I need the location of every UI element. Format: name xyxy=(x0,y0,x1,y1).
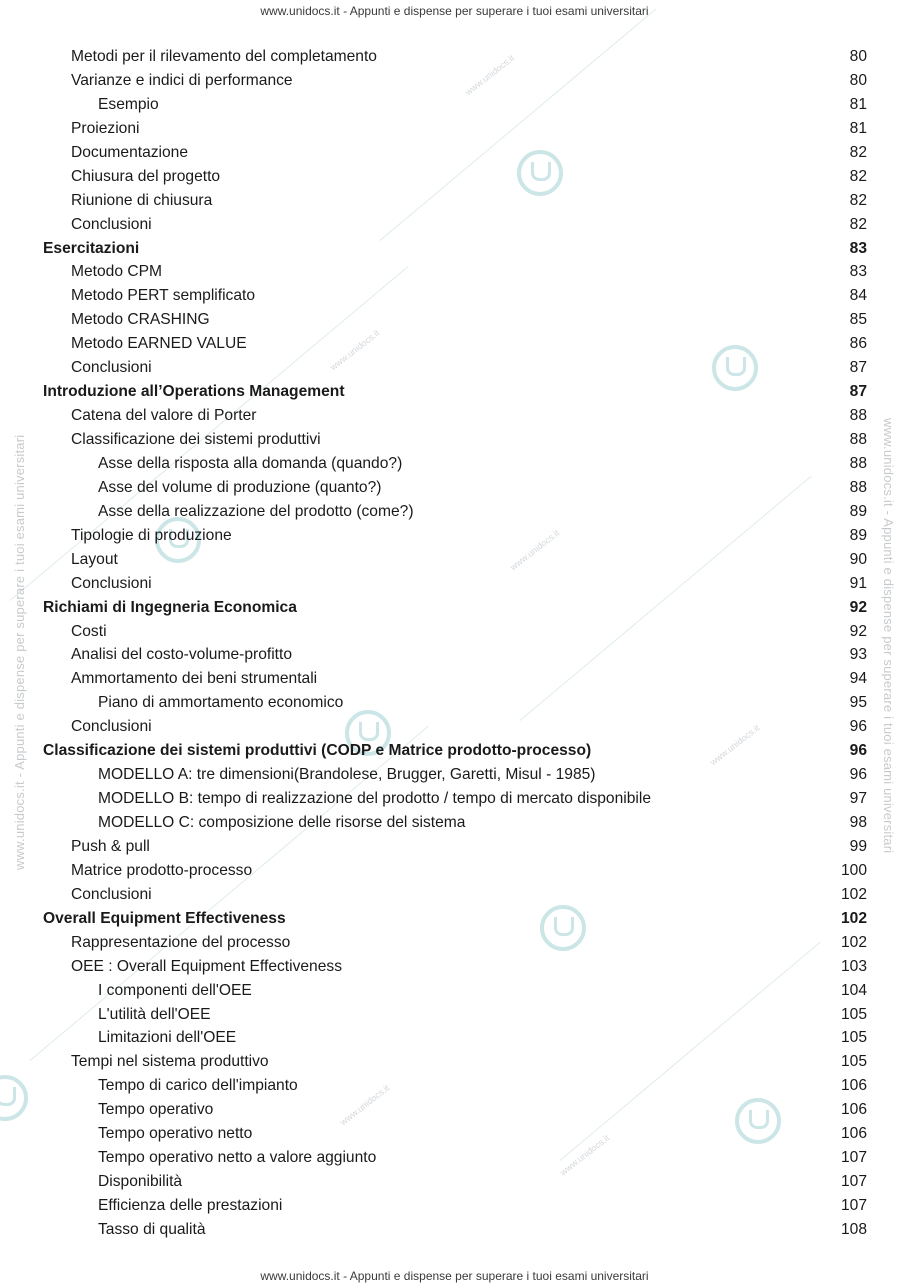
toc-entry-title: Tipologie di produzione xyxy=(71,526,232,544)
toc-section-entry xyxy=(0,428,909,452)
toc-entry-title: Catena del valore di Porter xyxy=(71,407,257,425)
header-banner: www.unidocs.it - Appunti e dispense per superare i tuoi esami universitari xyxy=(260,4,649,18)
toc-entry-page-number: 96 xyxy=(849,766,867,784)
footer-banner: www.unidocs.it - Appunti e dispense per superare i tuoi esami universitari xyxy=(260,1269,649,1283)
toc-entry-title: Documentazione xyxy=(71,143,189,161)
toc-chapter-entry xyxy=(0,596,909,620)
toc-entry-title: Conclusioni xyxy=(71,359,152,377)
toc-entry-page-number: 106 xyxy=(840,1101,867,1119)
toc-section-entry xyxy=(0,667,909,691)
toc-section-entry xyxy=(0,811,909,835)
toc-entry-page-number: 93 xyxy=(849,646,867,664)
toc-section-entry xyxy=(0,141,909,165)
toc-entry-page-number: 104 xyxy=(840,981,867,999)
toc-entry-title: Overall Equipment Effectiveness xyxy=(43,909,286,927)
toc-section-entry xyxy=(0,332,909,356)
toc-entry-page-number: 82 xyxy=(849,167,867,185)
table-of-contents xyxy=(0,45,909,1242)
toc-entry-page-number: 97 xyxy=(849,790,867,808)
toc-section-entry xyxy=(0,93,909,117)
toc-entry-page-number: 88 xyxy=(849,478,867,496)
toc-section-entry xyxy=(0,189,909,213)
toc-section-entry xyxy=(0,955,909,979)
toc-entry-page-number: 105 xyxy=(840,1053,867,1071)
toc-entry-page-number: 99 xyxy=(849,837,867,855)
toc-entry-page-number: 88 xyxy=(849,407,867,425)
toc-entry-title: Push & pull xyxy=(71,837,150,855)
toc-entry-page-number: 82 xyxy=(849,191,867,209)
toc-section-entry xyxy=(0,500,909,524)
side-watermark-right: www.unidocs.it - Appunti e dispense per superare i tuoi esami universitari xyxy=(881,418,896,854)
toc-entry-title: Conclusioni xyxy=(71,718,152,736)
toc-entry-title: Tempo operativo xyxy=(98,1101,214,1119)
toc-entry-title: Introduzione all’Operations Management xyxy=(43,383,345,401)
toc-section-entry xyxy=(0,1122,909,1146)
watermark-site-text: www.unidocs.it xyxy=(508,527,562,573)
toc-entry-title: Varianze e indici di performance xyxy=(71,71,293,89)
toc-entry-page-number: 88 xyxy=(849,431,867,448)
toc-entry-page-number: 89 xyxy=(849,526,867,544)
toc-section-entry xyxy=(0,859,909,883)
toc-entry-page-number: 80 xyxy=(849,71,867,89)
toc-section-entry xyxy=(0,452,909,476)
toc-section-entry xyxy=(0,1146,909,1170)
toc-entry-page-number: 105 xyxy=(840,1029,867,1047)
toc-section-entry xyxy=(0,691,909,715)
toc-section-entry xyxy=(0,643,909,667)
toc-entry-title: Asse della realizzazione del prodotto (come?) xyxy=(98,502,414,520)
toc-entry-title: Metodo PERT semplificato xyxy=(71,287,256,305)
toc-entry-page-number: 87 xyxy=(849,359,867,377)
toc-section-entry xyxy=(0,69,909,93)
toc-section-entry xyxy=(0,308,909,332)
toc-section-entry xyxy=(0,1170,909,1194)
toc-entry-title: Conclusioni xyxy=(71,215,152,233)
toc-section-entry xyxy=(0,356,909,380)
toc-entry-page-number: 92 xyxy=(849,622,867,640)
toc-section-entry xyxy=(0,213,909,237)
toc-section-entry xyxy=(0,1098,909,1122)
toc-entry-page-number: 106 xyxy=(840,1077,867,1095)
toc-chapter-entry xyxy=(0,380,909,404)
toc-entry-title: Limitazioni dell'OEE xyxy=(98,1029,237,1047)
toc-entry-title: Esempio xyxy=(98,95,159,113)
toc-entry-page-number: 82 xyxy=(849,215,867,233)
toc-chapter-entry xyxy=(0,907,909,931)
toc-entry-title: OEE : Overall Equipment Effectiveness xyxy=(71,957,342,975)
toc-entry-title: Classificazione dei sistemi produttivi (CODP e Matrice prodotto-processo) xyxy=(43,742,592,760)
toc-section-entry xyxy=(0,835,909,859)
toc-entry-title: Tasso di qualità xyxy=(98,1220,206,1238)
toc-entry-page-number: 83 xyxy=(849,263,867,281)
toc-section-entry xyxy=(0,572,909,596)
toc-entry-page-number: 102 xyxy=(840,909,867,927)
toc-section-entry xyxy=(0,1074,909,1098)
toc-entry-title: Rappresentazione del processo xyxy=(71,933,291,951)
toc-entry-title: Ammortamento dei beni strumentali xyxy=(71,670,318,688)
toc-entry-page-number: 108 xyxy=(840,1220,867,1238)
toc-entry-page-number: 89 xyxy=(849,502,867,520)
toc-section-entry xyxy=(0,931,909,955)
toc-entry-title: Metodo CRASHING xyxy=(71,311,210,329)
toc-section-entry xyxy=(0,620,909,644)
toc-entry-page-number: 96 xyxy=(849,718,867,736)
toc-entry-page-number: 90 xyxy=(849,550,867,568)
toc-entry-page-number: 95 xyxy=(849,694,867,712)
toc-section-entry xyxy=(0,787,909,811)
toc-section-entry xyxy=(0,1026,909,1050)
toc-entry-title: Layout xyxy=(71,550,118,568)
toc-section-entry xyxy=(0,715,909,739)
toc-entry-page-number: 86 xyxy=(849,335,867,353)
toc-section-entry xyxy=(0,1194,909,1218)
toc-section-entry xyxy=(0,117,909,141)
toc-entry-page-number: 81 xyxy=(849,95,867,113)
toc-entry-title: Proiezioni xyxy=(71,119,140,137)
toc-section-entry xyxy=(0,548,909,572)
toc-section-entry xyxy=(0,476,909,500)
toc-entry-title: Conclusioni xyxy=(71,574,152,592)
toc-entry-title: MODELLO C: composizione delle risorse del sistema xyxy=(98,814,466,831)
toc-entry-title: Piano di ammortamento economico xyxy=(98,694,344,712)
toc-entry-title: Tempo operativo netto xyxy=(98,1125,253,1143)
toc-section-entry xyxy=(0,1003,909,1027)
toc-entry-title: Efficienza delle prestazioni xyxy=(98,1197,283,1214)
toc-entry-page-number: 98 xyxy=(849,814,867,831)
toc-entry-page-number: 84 xyxy=(849,287,867,305)
toc-section-entry xyxy=(0,404,909,428)
toc-entry-title: L'utilità dell'OEE xyxy=(98,1005,211,1023)
toc-entry-title: Tempo di carico dell'impianto xyxy=(98,1077,298,1095)
toc-entry-page-number: 82 xyxy=(849,143,867,161)
toc-section-entry xyxy=(0,260,909,284)
toc-section-entry xyxy=(0,524,909,548)
toc-section-entry xyxy=(0,883,909,907)
toc-entry-title: Asse del volume di produzione (quanto?) xyxy=(98,478,382,496)
toc-chapter-entry xyxy=(0,739,909,763)
toc-section-entry xyxy=(0,763,909,787)
toc-entry-title: Conclusioni xyxy=(71,885,152,903)
toc-entry-page-number: 102 xyxy=(840,885,867,903)
toc-entry-title: Tempo operativo netto a valore aggiunto xyxy=(98,1149,377,1167)
toc-entry-title: Chiusura del progetto xyxy=(71,167,221,185)
toc-entry-page-number: 81 xyxy=(849,119,867,137)
toc-entry-page-number: 105 xyxy=(840,1005,867,1023)
toc-entry-title: Metodo EARNED VALUE xyxy=(71,335,247,353)
watermark-site-text: www.unidocs.it xyxy=(558,1132,612,1178)
toc-entry-page-number: 87 xyxy=(849,383,867,401)
toc-entry-page-number: 107 xyxy=(840,1149,867,1167)
toc-section-entry xyxy=(0,1050,909,1074)
toc-entry-title: Tempi nel sistema produttivo xyxy=(71,1053,269,1071)
toc-entry-title: MODELLO B: tempo di realizzazione del prodotto / tempo di mercato disponibile xyxy=(98,790,651,808)
watermark-site-text: www.unidocs.it xyxy=(708,722,762,768)
toc-entry-page-number: 103 xyxy=(840,957,867,975)
watermark-site-text: www.unidocs.it xyxy=(463,52,517,98)
toc-entry-title: Costi xyxy=(71,622,107,640)
toc-section-entry xyxy=(0,1218,909,1242)
toc-section-entry xyxy=(0,165,909,189)
toc-entry-title: Riunione di chiusura xyxy=(71,191,213,209)
toc-entry-title: Matrice prodotto-processo xyxy=(71,861,253,879)
toc-entry-title: MODELLO A: tre dimensioni(Brandolese, Brugger, Garetti, Misul - 1985) xyxy=(98,766,596,784)
toc-section-entry xyxy=(0,45,909,69)
watermark-site-text: www.unidocs.it xyxy=(338,1082,392,1128)
watermark-site-text: www.unidocs.it xyxy=(328,327,382,373)
toc-entry-page-number: 88 xyxy=(849,454,867,472)
toc-entry-page-number: 107 xyxy=(840,1197,867,1214)
toc-section-entry xyxy=(0,979,909,1003)
toc-entry-title: Disponibilità xyxy=(98,1173,183,1191)
toc-entry-page-number: 102 xyxy=(840,933,867,951)
toc-entry-page-number: 94 xyxy=(849,670,867,688)
toc-section-entry xyxy=(0,284,909,308)
toc-entry-page-number: 96 xyxy=(849,742,867,760)
toc-entry-page-number: 100 xyxy=(840,861,867,879)
toc-entry-title: Esercitazioni xyxy=(43,239,140,257)
toc-entry-title: I componenti dell'OEE xyxy=(98,981,252,999)
toc-entry-title: Asse della risposta alla domanda (quando?) xyxy=(98,454,403,472)
toc-entry-page-number: 80 xyxy=(849,48,867,65)
side-watermark-left: www.unidocs.it - Appunti e dispense per superare i tuoi esami universitari xyxy=(12,434,27,870)
toc-entry-page-number: 106 xyxy=(840,1125,867,1143)
toc-entry-title: Metodo CPM xyxy=(71,263,162,281)
toc-entry-page-number: 83 xyxy=(849,239,867,257)
toc-entry-page-number: 85 xyxy=(849,311,867,329)
toc-entry-title: Richiami di Ingegneria Economica xyxy=(43,598,297,616)
toc-entry-page-number: 107 xyxy=(840,1173,867,1191)
toc-entry-page-number: 91 xyxy=(849,574,867,592)
toc-entry-page-number: 92 xyxy=(849,598,867,616)
toc-entry-title: Classificazione dei sistemi produttivi xyxy=(71,431,321,448)
toc-entry-title: Analisi del costo-volume-profitto xyxy=(71,646,293,664)
toc-entry-title: Metodi per il rilevamento del completamento xyxy=(71,48,377,65)
toc-chapter-entry xyxy=(0,237,909,261)
